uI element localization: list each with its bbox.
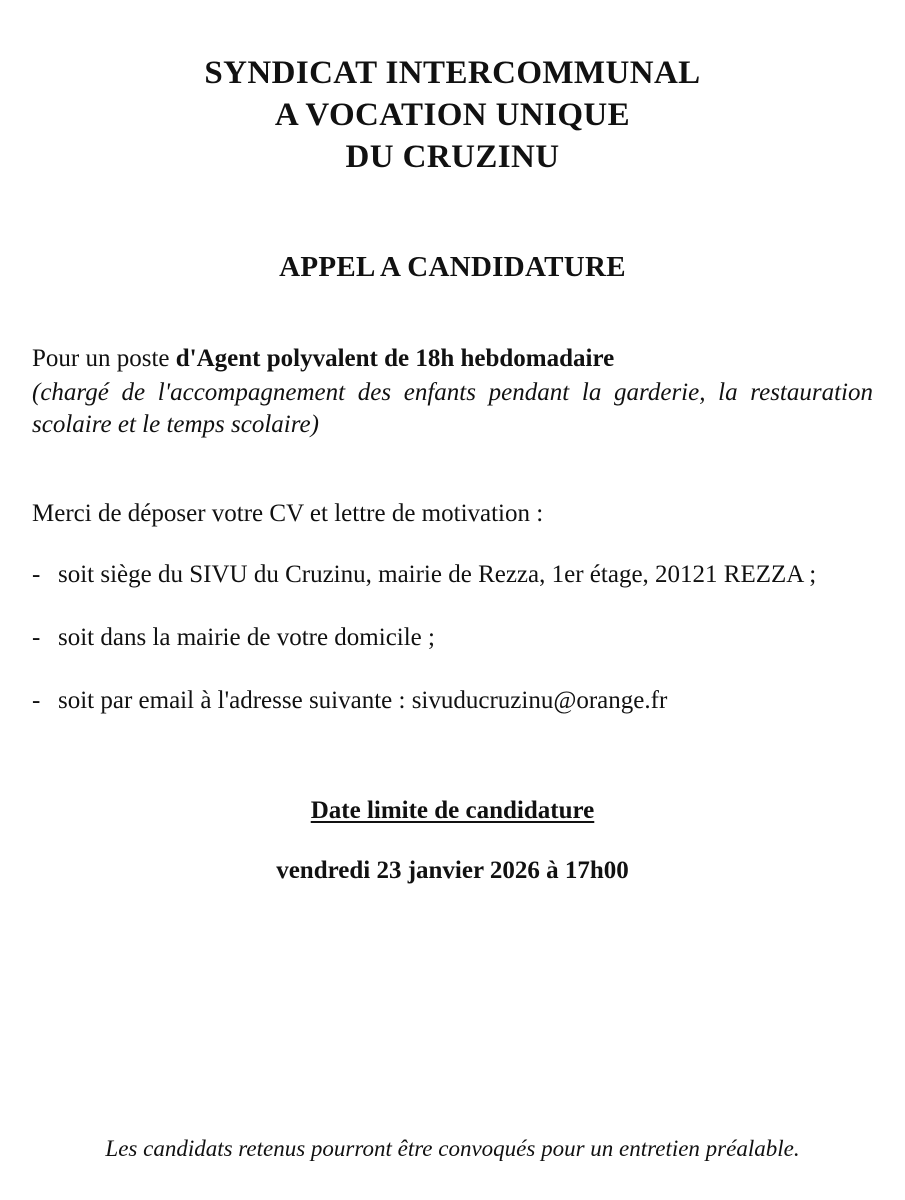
bullet-dash-icon: - bbox=[32, 686, 41, 714]
submission-options-list bbox=[32, 558, 873, 717]
list-item-label: soit par email à l'adresse suivante : sivuducruzinu@orange.fr bbox=[58, 686, 668, 714]
body-block bbox=[32, 342, 873, 717]
organization-title bbox=[32, 52, 873, 179]
page-title: APPEL A CANDIDATURE bbox=[279, 250, 626, 283]
organization-title-line-2: A VOCATION UNIQUE bbox=[274, 97, 631, 134]
organization-title-line-1: SYNDICAT INTERCOMMUNAL bbox=[204, 55, 701, 91]
position-title-text: d'Agent polyvalent de 18h hebdomadaire bbox=[175, 344, 615, 372]
position-detail-text: (chargé de l'accompagnement des enfants pendant la garderie, la restauration scolaire et le temps scolaire) bbox=[32, 378, 873, 439]
list-item bbox=[32, 558, 873, 591]
instruction-text: Merci de déposer votre CV et lettre de motivation : bbox=[32, 499, 544, 527]
bullet-dash-icon: - bbox=[32, 560, 41, 588]
deadline-section bbox=[32, 797, 873, 885]
deadline-label: Date limite de candidature bbox=[310, 796, 595, 824]
deadline-value: vendredi 23 janvier 2026 à 17h00 bbox=[276, 856, 629, 884]
organization-title-line-3: DU CRUZINU bbox=[345, 139, 560, 176]
list-item-label: soit siège du SIVU du Cruzinu, mairie de Rezza, 1er étage, 20121 REZZA ; bbox=[58, 560, 817, 588]
list-item bbox=[32, 684, 873, 717]
bullet-dash-icon: - bbox=[32, 623, 41, 651]
position-paragraph bbox=[32, 342, 873, 442]
list-item bbox=[32, 621, 873, 654]
footnote-text: Les candidats retenus pourront être convoqués pour un entretien préalable. bbox=[105, 1136, 800, 1161]
position-intro-text: Pour un poste bbox=[32, 344, 176, 372]
list-item-label: soit dans la mairie de votre domicile ; bbox=[58, 623, 435, 651]
